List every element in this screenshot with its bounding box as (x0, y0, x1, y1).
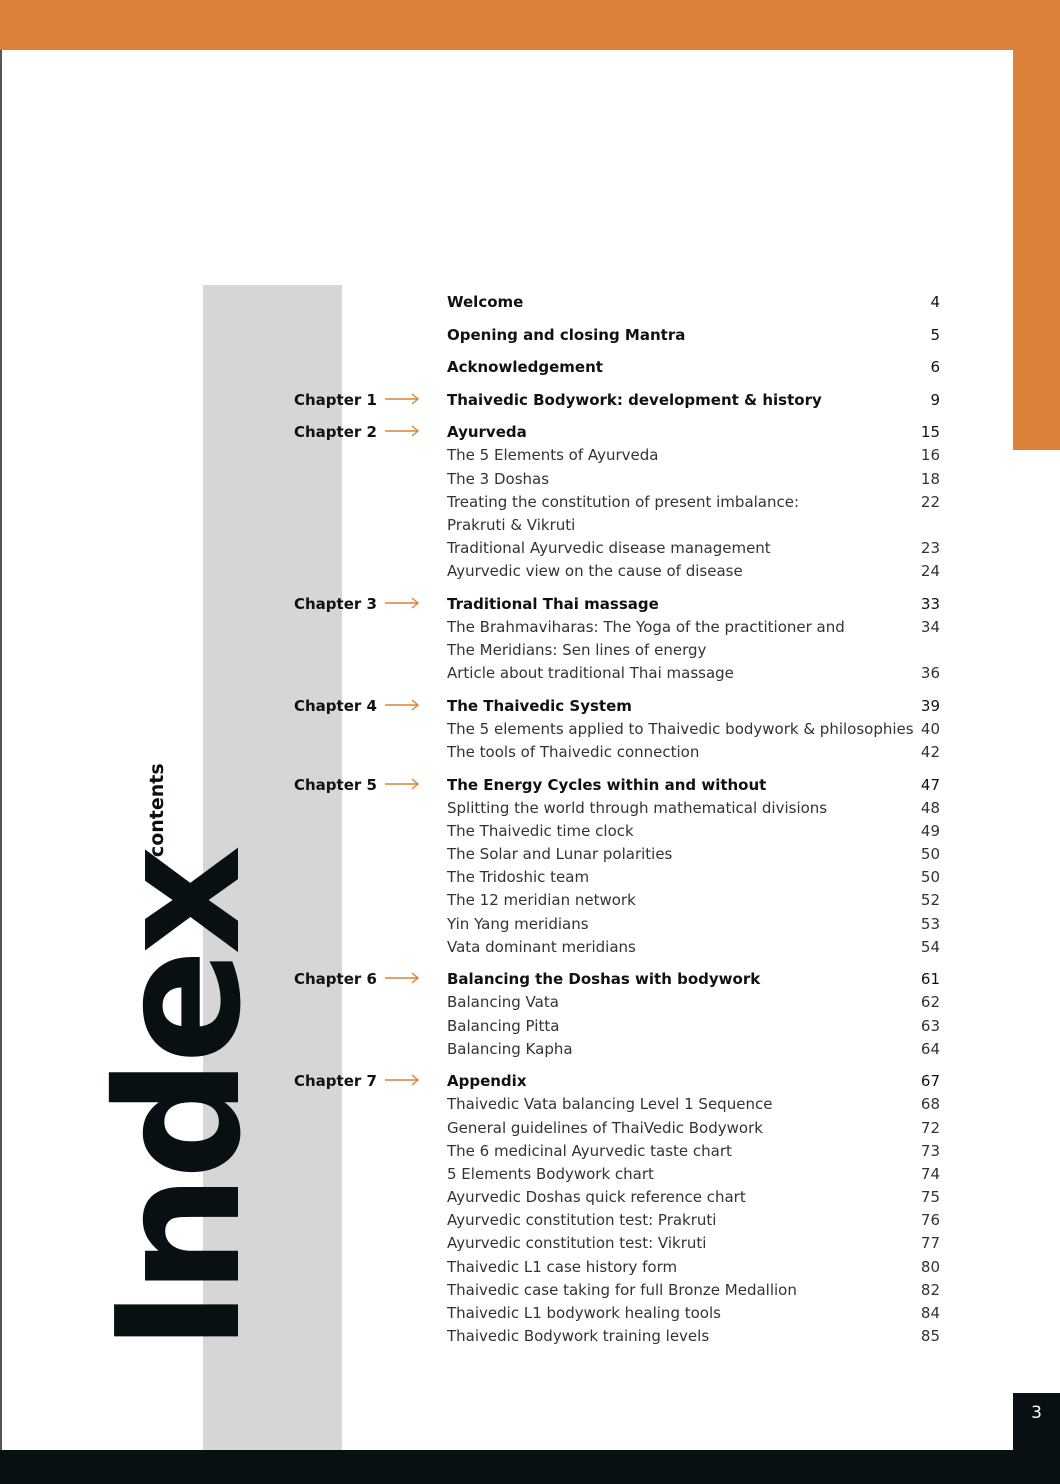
entry-page-number: 42 (920, 743, 940, 761)
entry-title: The 3 Doshas (447, 470, 550, 488)
entry-title: Yin Yang meridians (447, 915, 589, 933)
entry-title: Ayurvedic constitution test: Vikruti (447, 1234, 707, 1252)
toc-entry (0, 516, 1060, 539)
toc-entry (0, 423, 1060, 446)
chapter-label: Chapter 5 (294, 776, 377, 794)
toc-entry (0, 720, 1060, 743)
entry-title: The Thaivedic System (447, 697, 632, 715)
toc-entry (0, 822, 1060, 845)
entry-title: Balancing Pitta (447, 1017, 560, 1035)
toc-entry (0, 641, 1060, 664)
entry-page-number: 80 (920, 1258, 940, 1276)
toc-entry (0, 493, 1060, 516)
toc-entry (0, 1304, 1060, 1327)
entry-page-number: 77 (920, 1234, 940, 1252)
toc-entry (0, 539, 1060, 562)
entry-page-number: 85 (920, 1327, 940, 1345)
entry-page-number: 16 (920, 446, 940, 464)
entry-page-number: 5 (930, 326, 940, 344)
entry-page-number: 64 (920, 1040, 940, 1058)
entry-title: Article about traditional Thai massage (447, 664, 734, 682)
entry-page-number: 23 (920, 539, 940, 557)
chapter-label: Chapter 3 (294, 595, 377, 613)
entry-title: Thaivedic Bodywork training levels (447, 1327, 710, 1345)
entry-title: Traditional Ayurvedic disease management (447, 539, 771, 557)
toc-entry (0, 446, 1060, 469)
entry-title: Balancing Vata (447, 993, 559, 1011)
entry-page-number: 22 (920, 493, 940, 511)
toc-entry (0, 562, 1060, 585)
entry-title: Splitting the world through mathematical divisions (447, 799, 828, 817)
page-number: 3 (1013, 1393, 1060, 1450)
index-subtitle: of contents (146, 763, 168, 885)
toc-entry (0, 358, 1060, 381)
entry-title: Prakruti & Vikruti (447, 516, 576, 534)
toc-entry (0, 1258, 1060, 1281)
toc-entry (0, 1281, 1060, 1304)
toc-entry (0, 1327, 1060, 1350)
chapter-label: Chapter 2 (294, 423, 377, 441)
toc-entry (0, 1017, 1060, 1040)
toc-entry (0, 915, 1060, 938)
entry-page-number: 39 (920, 697, 940, 715)
entry-title: The Tridoshic team (447, 868, 590, 886)
entry-title: The 5 elements applied to Thaivedic bodywork & philosophies (447, 720, 914, 738)
index-heading: Index (81, 851, 279, 1352)
arrow-right-icon (384, 423, 420, 443)
toc-entry (0, 1040, 1060, 1063)
entry-page-number: 49 (920, 822, 940, 840)
entry-title: 5 Elements Bodywork chart (447, 1165, 654, 1183)
entry-page-number: 61 (920, 970, 940, 988)
entry-page-number: 54 (920, 938, 940, 956)
entry-title: Thaivedic Bodywork: development & history (447, 391, 822, 409)
entry-title: The tools of Thaivedic connection (447, 743, 700, 761)
arrow-right-icon (384, 697, 420, 717)
entry-title: Vata dominant meridians (447, 938, 636, 956)
entry-title: Thaivedic L1 bodywork healing tools (447, 1304, 721, 1322)
chapter-label: Chapter 1 (294, 391, 377, 409)
entry-page-number: 34 (920, 618, 940, 636)
toc-entry (0, 1188, 1060, 1211)
entry-page-number: 36 (920, 664, 940, 682)
entry-title: Acknowledgement (447, 358, 603, 376)
toc-entry (0, 1072, 1060, 1095)
entry-page-number: 73 (920, 1142, 940, 1160)
arrow-right-icon (384, 391, 420, 411)
toc-entry (0, 391, 1060, 414)
toc-entry (0, 1095, 1060, 1118)
toc-entry (0, 1165, 1060, 1188)
entry-page-number: 62 (920, 993, 940, 1011)
chapter-label: Chapter 6 (294, 970, 377, 988)
entry-title: Traditional Thai massage (447, 595, 659, 613)
entry-page-number: 24 (920, 562, 940, 580)
toc-entry (0, 799, 1060, 822)
entry-title: Treating the constitution of present imbalance: (447, 493, 800, 511)
toc-entry (0, 470, 1060, 493)
entry-page-number: 75 (920, 1188, 940, 1206)
entry-title: The Solar and Lunar polarities (447, 845, 673, 863)
entry-page-number: 53 (920, 915, 940, 933)
entry-page-number: 18 (920, 470, 940, 488)
entry-title: Welcome (447, 293, 524, 311)
entry-title: The 5 Elements of Ayurveda (447, 446, 659, 464)
entry-title: Ayurvedic view on the cause of disease (447, 562, 743, 580)
toc-entry (0, 868, 1060, 891)
entry-page-number: 52 (920, 891, 940, 909)
entry-title: The 6 medicinal Ayurvedic taste chart (447, 1142, 732, 1160)
entry-title: The Meridians: Sen lines of energy (447, 641, 707, 659)
arrow-right-icon (384, 970, 420, 990)
toc-entry (0, 993, 1060, 1016)
toc-entry (0, 697, 1060, 720)
toc-entry (0, 1142, 1060, 1165)
entry-page-number: 50 (920, 845, 940, 863)
entry-page-number: 47 (920, 776, 940, 794)
toc-entry (0, 595, 1060, 618)
toc-entry (0, 1234, 1060, 1257)
arrow-right-icon (384, 1072, 420, 1092)
entry-title: Opening and closing Mantra (447, 326, 686, 344)
entry-title: Balancing Kapha (447, 1040, 573, 1058)
toc-entry (0, 618, 1060, 641)
entry-page-number: 6 (930, 358, 940, 376)
arrow-right-icon (384, 595, 420, 615)
entry-page-number: 74 (920, 1165, 940, 1183)
entry-title: Ayurvedic Doshas quick reference chart (447, 1188, 746, 1206)
toc-entry (0, 845, 1060, 868)
entry-title: Thaivedic case taking for full Bronze Medallion (447, 1281, 797, 1299)
entry-page-number: 68 (920, 1095, 940, 1113)
toc-entry (0, 326, 1060, 349)
entry-page-number: 40 (920, 720, 940, 738)
toc-entry (0, 1119, 1060, 1142)
entry-page-number: 4 (930, 293, 940, 311)
toc-entry (0, 970, 1060, 993)
chapter-label: Chapter 7 (294, 1072, 377, 1090)
entry-title: Thaivedic L1 case history form (447, 1258, 678, 1276)
entry-page-number: 9 (930, 391, 940, 409)
chapter-label: Chapter 4 (294, 697, 377, 715)
toc-entry (0, 664, 1060, 687)
entry-title: General guidelines of ThaiVedic Bodywork (447, 1119, 763, 1137)
entry-title: The Brahmaviharas: The Yoga of the practitioner and (447, 618, 845, 636)
entry-title: Appendix (447, 1072, 527, 1090)
entry-title: The 12 meridian network (447, 891, 636, 909)
entry-title: Ayurveda (447, 423, 527, 441)
toc-entry (0, 293, 1060, 316)
entry-title: Ayurvedic constitution test: Prakruti (447, 1211, 717, 1229)
entry-page-number: 33 (920, 595, 940, 613)
entry-page-number: 50 (920, 868, 940, 886)
entry-page-number: 63 (920, 1017, 940, 1035)
toc-entry (0, 743, 1060, 766)
toc-entry (0, 1211, 1060, 1234)
entry-page-number: 67 (920, 1072, 940, 1090)
toc-entry (0, 891, 1060, 914)
entry-page-number: 72 (920, 1119, 940, 1137)
arrow-right-icon (384, 776, 420, 796)
entry-page-number: 15 (920, 423, 940, 441)
entry-title: Balancing the Doshas with bodywork (447, 970, 761, 988)
entry-page-number: 82 (920, 1281, 940, 1299)
entry-title: The Energy Cycles within and without (447, 776, 767, 794)
toc-entry (0, 938, 1060, 961)
entry-title: Thaivedic Vata balancing Level 1 Sequence (447, 1095, 773, 1113)
entry-page-number: 48 (920, 799, 940, 817)
entry-page-number: 84 (920, 1304, 940, 1322)
toc-entry (0, 776, 1060, 799)
entry-title: The Thaivedic time clock (447, 822, 634, 840)
entry-page-number: 76 (920, 1211, 940, 1229)
